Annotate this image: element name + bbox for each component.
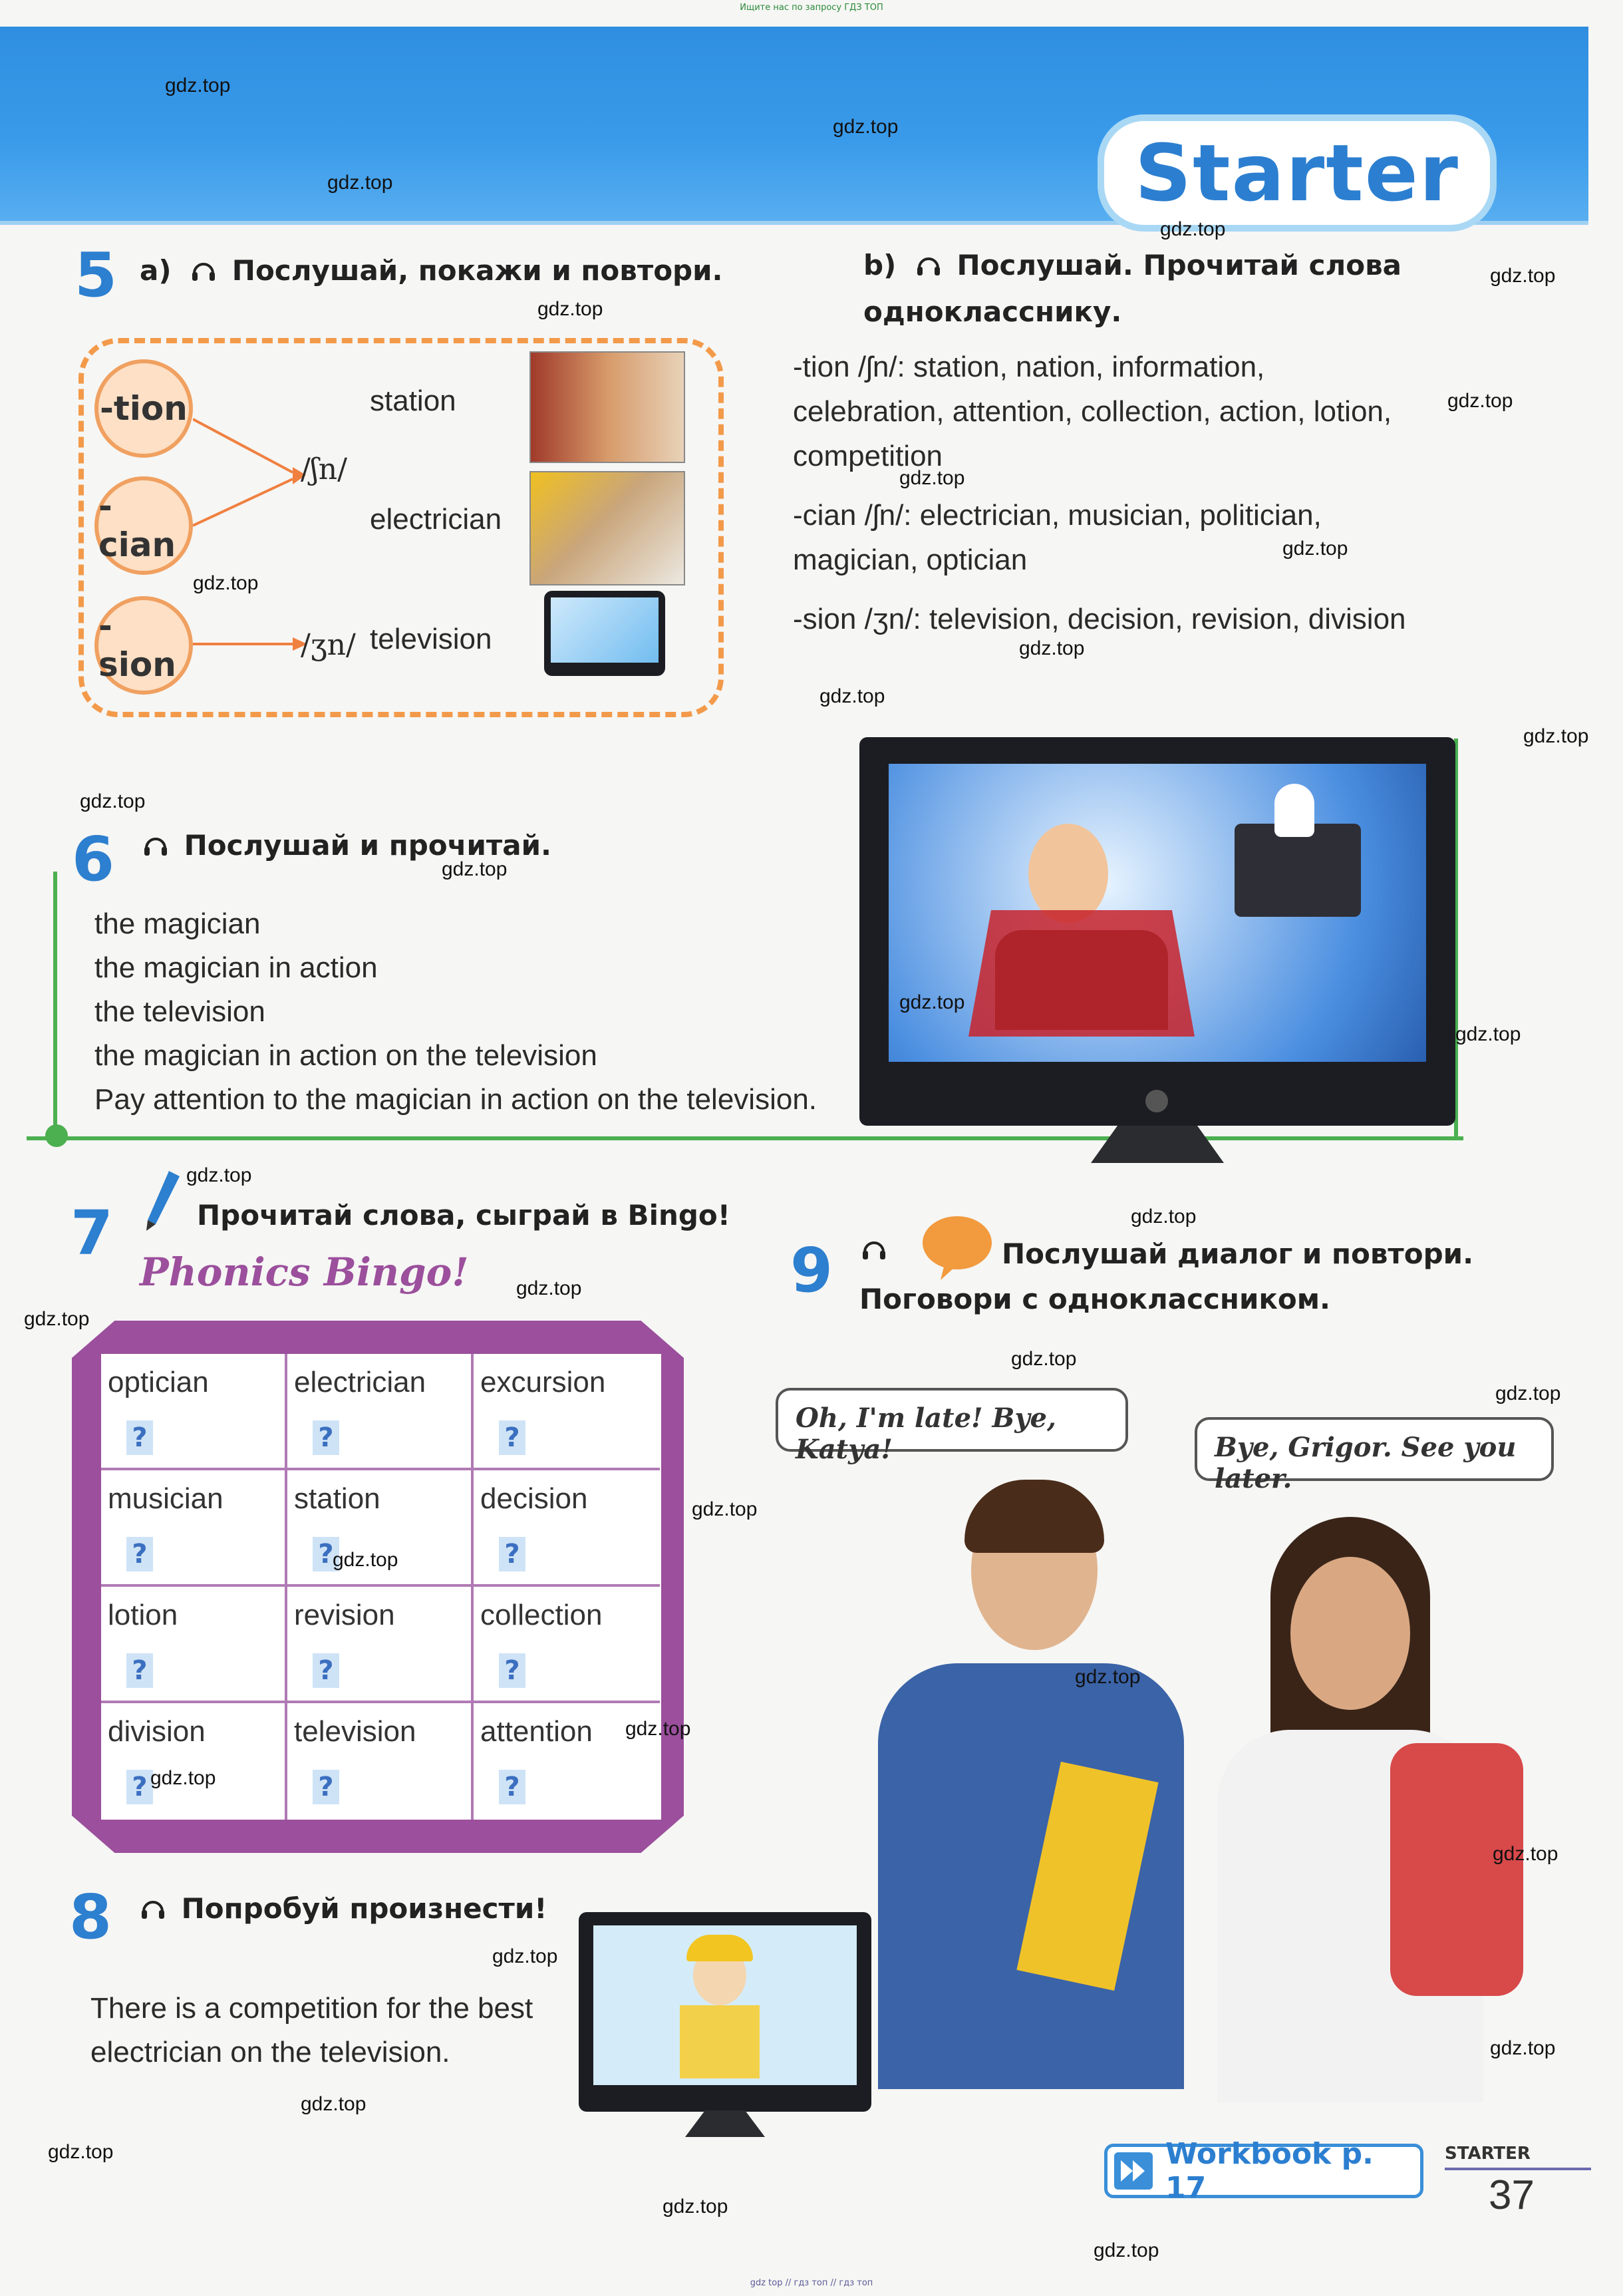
bottom-note: gdz top // гдз топ // гдз топ bbox=[750, 2278, 873, 2288]
starter-title: Starter bbox=[1135, 127, 1459, 219]
exercise-6-title: Послушай и прочитай. bbox=[184, 829, 551, 862]
list-line: -sion /ʒn/: television, decision, revision, division bbox=[793, 603, 1406, 635]
watermark: gdz.top bbox=[333, 1549, 398, 1571]
watermark: gdz.top bbox=[1490, 265, 1556, 287]
page-number: 37 bbox=[1489, 2172, 1535, 2218]
question-mark-icon: ? bbox=[126, 1537, 153, 1571]
exercise-6-text bbox=[94, 902, 817, 1122]
section-label: STARTER bbox=[1445, 2144, 1531, 2164]
text-line: the television bbox=[94, 995, 265, 1028]
exercise-5-number: 5 bbox=[74, 240, 118, 311]
watermark: gdz.top bbox=[165, 75, 231, 96]
suffix-arrows bbox=[193, 399, 313, 665]
bingo-cell[interactable] bbox=[101, 1354, 287, 1470]
exercise-9-title-line1: Послушай диалог и повтори. bbox=[1002, 1237, 1474, 1270]
speech-bubble-boy: Oh, I'm late! Bye, Katya! bbox=[776, 1388, 1128, 1452]
green-rule-dot bbox=[45, 1124, 68, 1147]
section-rule bbox=[1445, 2168, 1591, 2170]
bingo-word: lotion bbox=[108, 1599, 178, 1631]
bingo-grid bbox=[101, 1354, 661, 1820]
watermark: gdz.top bbox=[516, 1277, 582, 1299]
list-line: -cian /ʃn/: electrician, musician, politician, bbox=[793, 499, 1322, 532]
phonics-bingo-title: Phonics Bingo! bbox=[140, 1249, 469, 1295]
list-line: magician, optician bbox=[793, 544, 1028, 576]
exercise-9-number: 9 bbox=[790, 1235, 833, 1306]
watermark: gdz.top bbox=[1490, 2037, 1556, 2059]
green-rule-horizontal bbox=[27, 1136, 1463, 1140]
exercise-7-title: Прочитай слова, сыграй в Bingo! bbox=[197, 1199, 730, 1231]
exercise-8-title: Попробуй произнести! bbox=[181, 1892, 547, 1925]
watermark: gdz.top bbox=[24, 1308, 90, 1330]
workbook-label: Workbook p. 17 bbox=[1165, 2137, 1374, 2205]
question-mark-icon: ? bbox=[313, 1537, 339, 1571]
magician-illustration bbox=[889, 764, 1426, 1062]
headphones-icon bbox=[190, 257, 217, 284]
bingo-cell[interactable] bbox=[101, 1703, 287, 1820]
suffix-cian: -cian bbox=[94, 476, 193, 575]
watermark: gdz.top bbox=[186, 1164, 252, 1186]
question-mark-icon: ? bbox=[126, 1770, 153, 1804]
watermark: gdz.top bbox=[1282, 538, 1348, 560]
question-mark-icon: ? bbox=[126, 1420, 153, 1455]
bingo-word: division bbox=[108, 1715, 206, 1748]
bingo-cell[interactable] bbox=[101, 1470, 287, 1587]
watermark: gdz.top bbox=[899, 467, 965, 489]
question-mark-icon: ? bbox=[499, 1770, 525, 1804]
green-rule-vertical bbox=[53, 872, 57, 1138]
sound-zh-label: /ʒn/ bbox=[301, 628, 356, 662]
watermark: gdz.top bbox=[899, 991, 965, 1013]
watermark: gdz.top bbox=[1011, 1348, 1077, 1370]
text-line: There is a competition for the best bbox=[90, 1992, 533, 2025]
text-line: Pay attention to the magician in action on the television. bbox=[94, 1083, 817, 1116]
watermark: gdz.top bbox=[492, 1945, 558, 1967]
tv-stand bbox=[685, 2110, 765, 2137]
watermark: gdz.top bbox=[1131, 1206, 1197, 1228]
bingo-word: television bbox=[294, 1715, 416, 1748]
watermark: gdz.top bbox=[442, 858, 508, 880]
watermark: gdz.top bbox=[1455, 1023, 1521, 1045]
exercise-7-number: 7 bbox=[71, 1198, 114, 1269]
list-line: -tion /ʃn/: station, nation, information, bbox=[793, 351, 1265, 383]
suffix-sion: -sion bbox=[94, 596, 193, 695]
sound-sh-label: /ʃn/ bbox=[301, 452, 347, 486]
watermark: gdz.top bbox=[1523, 725, 1589, 747]
top-note: Ищите нас по запросу ГДЗ ТОП bbox=[740, 3, 883, 13]
headphones-icon bbox=[861, 1236, 887, 1263]
bingo-cell[interactable] bbox=[474, 1470, 660, 1587]
bingo-word: revision bbox=[294, 1599, 395, 1631]
speech-bubble-icon bbox=[921, 1215, 994, 1281]
bingo-cell[interactable] bbox=[287, 1354, 474, 1470]
bingo-word: musician bbox=[108, 1482, 223, 1515]
word-television: television bbox=[370, 623, 492, 655]
station-photo bbox=[529, 351, 685, 463]
question-mark-icon: ? bbox=[313, 1770, 339, 1804]
bingo-word: attention bbox=[480, 1715, 593, 1748]
girl-photo bbox=[1191, 1517, 1563, 2102]
text-line: the magician in action on the television bbox=[94, 1039, 597, 1072]
exercise-5b-word-list bbox=[793, 345, 1471, 641]
question-mark-icon: ? bbox=[313, 1653, 339, 1688]
play-arrows-icon bbox=[1113, 2151, 1155, 2191]
watermark: gdz.top bbox=[327, 172, 393, 194]
watermark: gdz.top bbox=[150, 1767, 216, 1789]
bingo-word: collection bbox=[480, 1599, 603, 1631]
exercise-6-number: 6 bbox=[72, 824, 115, 895]
exercise-9-title-line2: Поговори с одноклассником. bbox=[859, 1283, 1331, 1315]
watermark: gdz.top bbox=[833, 116, 899, 138]
starter-tab bbox=[1098, 114, 1497, 232]
question-mark-icon: ? bbox=[499, 1420, 525, 1455]
exercise-5b-label: b) bbox=[863, 249, 897, 281]
bingo-cell[interactable] bbox=[101, 1587, 287, 1703]
watermark: gdz.top bbox=[819, 685, 885, 707]
bingo-cell[interactable] bbox=[474, 1354, 660, 1470]
text-line: electrician on the television. bbox=[90, 2036, 450, 2068]
watermark: gdz.top bbox=[301, 2093, 367, 2115]
watermark: gdz.top bbox=[1094, 2239, 1159, 2261]
bingo-cell[interactable] bbox=[474, 1587, 660, 1703]
speech-bubble-girl: Bye, Grigor. See you later. bbox=[1195, 1417, 1554, 1481]
question-mark-icon: ? bbox=[499, 1537, 525, 1571]
word-station: station bbox=[370, 385, 456, 417]
exercise-6-heading bbox=[142, 829, 551, 862]
bingo-word: decision bbox=[480, 1482, 588, 1515]
electrician-cartoon bbox=[593, 1925, 857, 2085]
watermark: gdz.top bbox=[193, 572, 259, 594]
suffix-tion: -tion bbox=[94, 359, 193, 458]
bingo-word: electrician bbox=[294, 1366, 426, 1398]
text-line: the magician in action bbox=[94, 951, 378, 984]
exercise-8-text bbox=[90, 1987, 533, 2074]
watermark: gdz.top bbox=[1075, 1666, 1141, 1688]
pencil-icon bbox=[142, 1171, 182, 1231]
question-mark-icon: ? bbox=[499, 1653, 525, 1688]
watermark: gdz.top bbox=[1493, 1843, 1558, 1865]
watermark: gdz.top bbox=[1019, 637, 1085, 659]
exercise-8-number: 8 bbox=[69, 1882, 112, 1953]
watermark: gdz.top bbox=[80, 790, 146, 812]
exercise-5a-label: a) bbox=[140, 254, 172, 287]
watermark: gdz.top bbox=[537, 298, 603, 320]
question-mark-icon: ? bbox=[126, 1653, 153, 1688]
exercise-5b-title: Послушай. Прочитай слова однокласснику. bbox=[863, 249, 1402, 328]
list-line: competition bbox=[793, 440, 943, 472]
exercise-5b-heading bbox=[863, 242, 1449, 335]
bingo-cell[interactable] bbox=[287, 1587, 474, 1703]
watermark: gdz.top bbox=[1447, 390, 1513, 412]
watermark: gdz.top bbox=[625, 1718, 691, 1740]
headphones-icon bbox=[915, 252, 942, 279]
watermark: gdz.top bbox=[48, 2141, 114, 2163]
boy-photo bbox=[838, 1490, 1224, 2089]
magician-tv bbox=[859, 737, 1455, 1126]
electrician-tv bbox=[579, 1912, 871, 2112]
bingo-word: optician bbox=[108, 1366, 209, 1398]
tv-stand bbox=[1091, 1126, 1224, 1163]
watermark: gdz.top bbox=[1495, 1383, 1561, 1404]
headphones-icon bbox=[140, 1895, 166, 1922]
bingo-cell[interactable] bbox=[287, 1703, 474, 1820]
watermark: gdz.top bbox=[663, 2196, 728, 2217]
television-photo bbox=[544, 591, 665, 676]
exercise-8-heading bbox=[140, 1892, 547, 1925]
bingo-word: station bbox=[294, 1482, 380, 1515]
bingo-word: excursion bbox=[480, 1366, 606, 1398]
word-electrician: electrician bbox=[370, 503, 502, 536]
headphones-icon bbox=[142, 832, 169, 859]
watermark: gdz.top bbox=[692, 1498, 758, 1520]
list-line: celebration, attention, collection, action, lotion, bbox=[793, 395, 1392, 428]
exercise-5a-heading bbox=[140, 254, 723, 287]
watermark: gdz.top bbox=[1160, 218, 1226, 240]
question-mark-icon: ? bbox=[313, 1420, 339, 1455]
exercise-5a-title: Послушай, покажи и повтори. bbox=[231, 254, 723, 287]
electrician-photo bbox=[529, 471, 685, 585]
text-line: the magician bbox=[94, 907, 261, 940]
workbook-link[interactable] bbox=[1104, 2137, 1423, 2205]
